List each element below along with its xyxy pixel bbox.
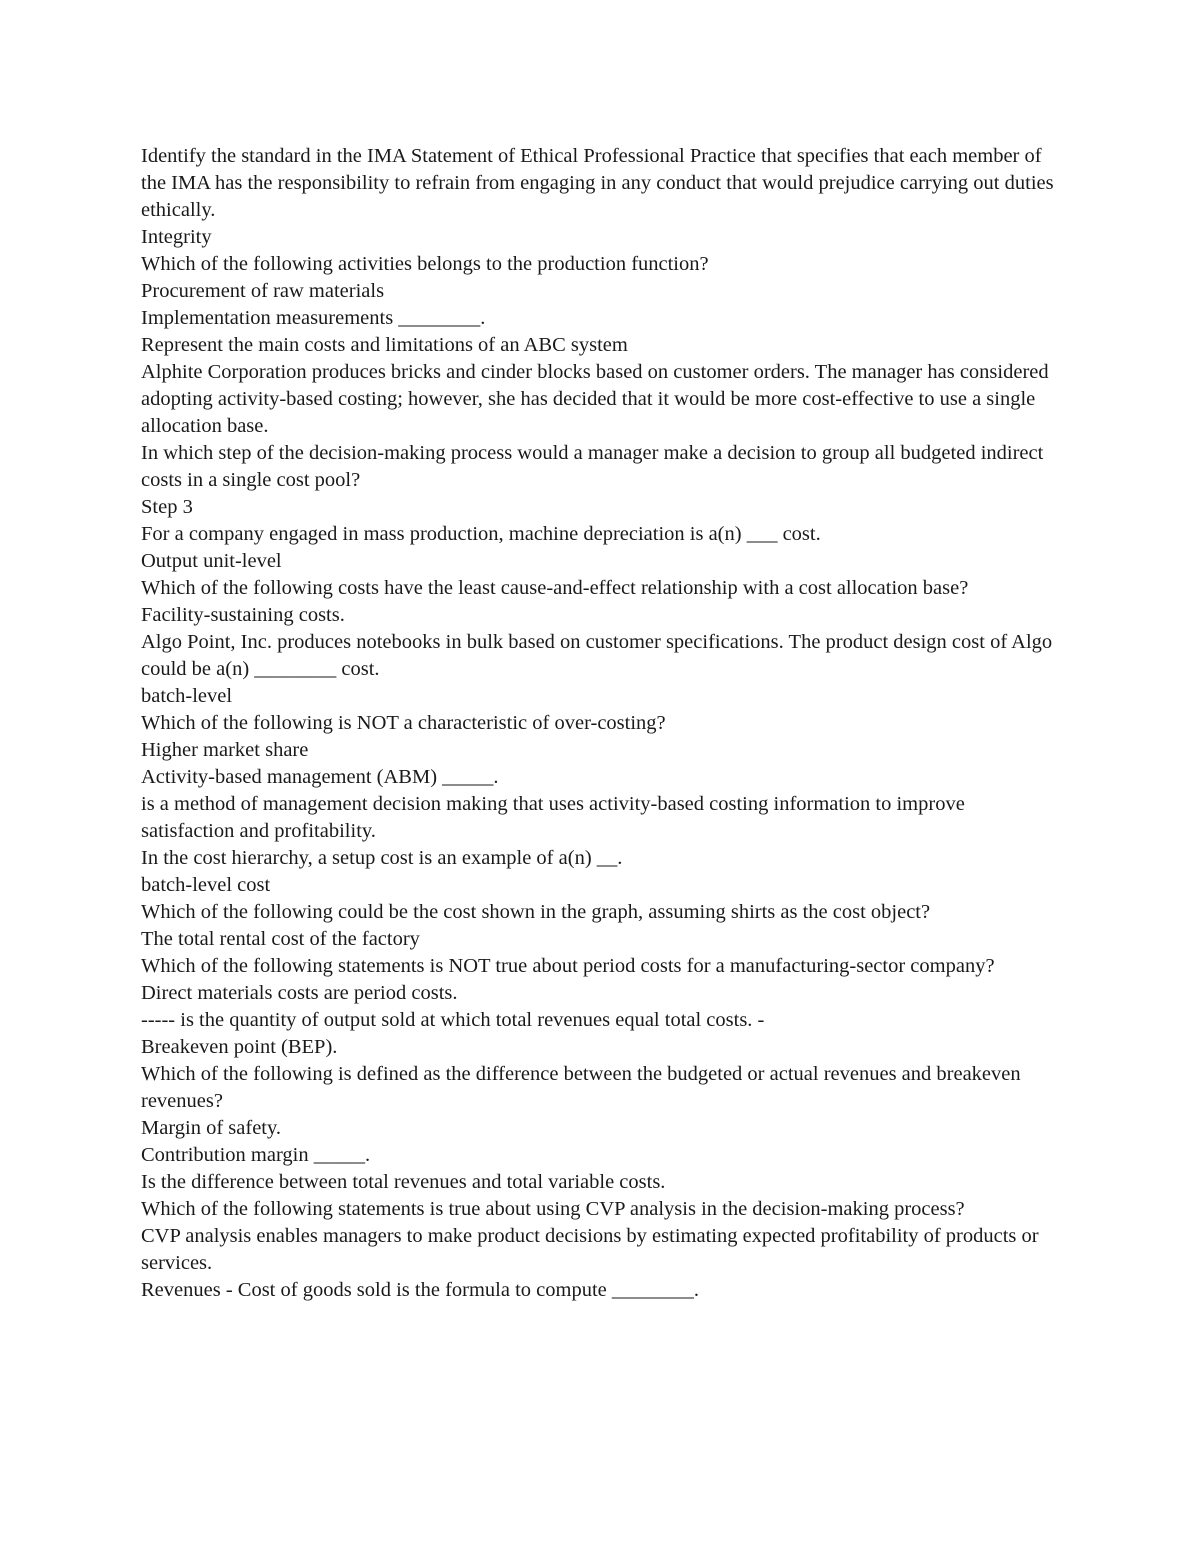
text-line-05: Implementation measurements ________.	[141, 307, 486, 329]
text-line-23: The total rental cost of the factory	[141, 928, 420, 950]
document-body	[141, 143, 1061, 1304]
text-line-06: Represent the main costs and limitations of an ABC system	[141, 334, 628, 356]
text-line-28: Which of the following is defined as the difference between the budgeted or actual revenues and breakeven revenues?	[141, 1063, 1021, 1112]
text-line-32: Which of the following statements is true about using CVP analysis in the decision-making process?	[141, 1198, 965, 1220]
text-line-31: Is the difference between total revenues and total variable costs.	[141, 1171, 666, 1193]
text-line-33: CVP analysis enables managers to make product decisions by estimating expected profitability of products or services.	[141, 1225, 1039, 1274]
text-line-08: In which step of the decision-making process would a manager make a decision to group all budgeted indirect costs in a single cost pool?	[141, 442, 1044, 491]
text-line-12: Which of the following costs have the least cause-and-effect relationship with a cost allocation base?	[141, 577, 969, 599]
text-line-17: Higher market share	[141, 739, 309, 761]
text-line-22: Which of the following could be the cost shown in the graph, assuming shirts as the cost object?	[141, 901, 931, 923]
text-line-34: Revenues - Cost of goods sold is the formula to compute ________.	[141, 1279, 699, 1301]
text-line-02: Integrity	[141, 226, 212, 248]
text-line-21: batch-level cost	[141, 874, 271, 896]
text-line-20: In the cost hierarchy, a setup cost is an example of a(n) __.	[141, 847, 623, 869]
text-line-15: batch-level	[141, 685, 233, 707]
text-line-18: Activity-based management (ABM) _____.	[141, 766, 499, 788]
text-line-13: Facility-sustaining costs.	[141, 604, 345, 626]
text-line-29: Margin of safety.	[141, 1117, 282, 1139]
text-line-04: Procurement of raw materials	[141, 280, 385, 302]
text-line-26: ----- is the quantity of output sold at which total revenues equal total costs. -	[141, 1009, 765, 1031]
text-line-03: Which of the following activities belongs to the production function?	[141, 253, 709, 275]
text-line-25: Direct materials costs are period costs.	[141, 982, 458, 1004]
text-line-01: Identify the standard in the IMA Statement of Ethical Professional Practice that specifies that each member of the IMA has the responsibility to refrain from engaging in any conduct that would prejudice carrying out duties ethically.	[141, 145, 1054, 221]
text-line-11: Output unit-level	[141, 550, 282, 572]
text-line-14: Algo Point, Inc. produces notebooks in bulk based on customer specifications. The product design cost of Algo could be a(n) ________ cost.	[141, 631, 1053, 680]
text-line-07: Alphite Corporation produces bricks and cinder blocks based on customer orders. The manager has considered adopting activity-based costing; however, she has decided that it would be more cost-effective to use a single allocation base.	[141, 361, 1049, 437]
text-line-09: Step 3	[141, 496, 193, 518]
text-line-27: Breakeven point (BEP).	[141, 1036, 338, 1058]
text-line-10: For a company engaged in mass production, machine depreciation is a(n) ___ cost.	[141, 523, 821, 545]
text-line-24: Which of the following statements is NOT true about period costs for a manufacturing-sector company?	[141, 955, 995, 977]
text-line-19: is a method of management decision making that uses activity-based costing information to improve satisfaction and profitability.	[141, 793, 965, 842]
text-line-30: Contribution margin _____.	[141, 1144, 371, 1166]
text-line-16: Which of the following is NOT a characteristic of over-costing?	[141, 712, 666, 734]
